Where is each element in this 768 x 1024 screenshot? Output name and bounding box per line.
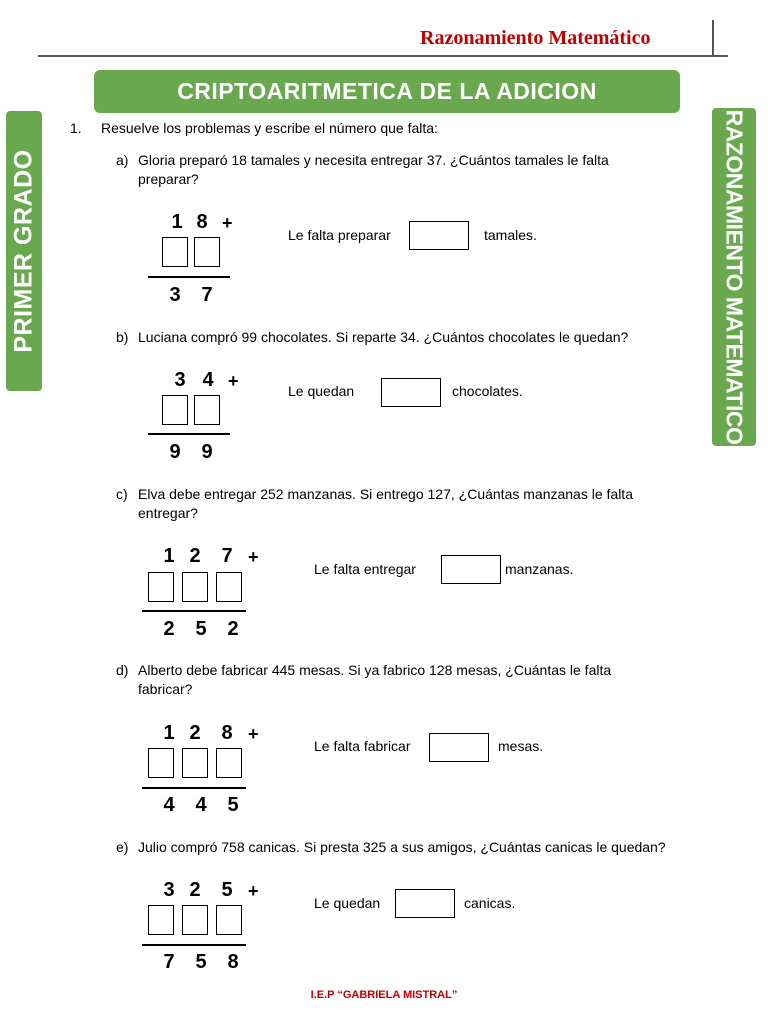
missing-digit-box[interactable] <box>182 748 208 778</box>
answer-prefix: Le quedan <box>288 383 355 399</box>
addend-digit: 8 <box>221 722 233 744</box>
answer-prefix: Le falta preparar <box>288 227 391 243</box>
addend-digit: 2 <box>189 722 201 744</box>
answer-box[interactable] <box>395 889 455 918</box>
sum-line <box>142 944 246 946</box>
addend-digit: 2 <box>189 545 201 567</box>
missing-digit-box[interactable] <box>148 572 174 602</box>
question-text: Luciana compró 99 chocolates. Si reparte 34. ¿Cuántos chocolates le quedan? <box>138 329 629 345</box>
addend-digit: 8 <box>196 211 208 233</box>
missing-digit-box[interactable] <box>162 237 188 267</box>
missing-digit-box[interactable] <box>182 905 208 935</box>
sum-digit: 9 <box>169 441 181 463</box>
missing-digit-box[interactable] <box>216 905 242 935</box>
question-e <box>116 838 716 857</box>
instruction-text: Resuelve los problemas y escribe el número que falta: <box>101 120 438 136</box>
grade-side-text: PRIMER GRADO <box>9 149 38 353</box>
sum-digit: 4 <box>163 794 175 816</box>
answer-prefix: Le quedan <box>314 895 381 911</box>
missing-digit-box[interactable] <box>216 748 242 778</box>
question-text-continued: fabricar? <box>138 681 193 697</box>
question-text: Alberto debe fabricar 445 mesas. Si ya fabrico 128 mesas, ¿Cuántas le falta <box>138 662 612 678</box>
subject-side-banner <box>712 108 756 446</box>
sum-digit: 3 <box>169 284 181 306</box>
question-label: d) <box>116 662 129 678</box>
question-a <box>116 151 716 189</box>
answer-prefix: Le falta fabricar <box>314 738 411 754</box>
answer-suffix: manzanas. <box>505 561 574 577</box>
missing-digit-box[interactable] <box>194 237 220 267</box>
question-text-continued: entregar? <box>138 505 198 521</box>
addend-digit: 1 <box>171 211 183 233</box>
sum-digit: 7 <box>163 951 175 973</box>
sum-line <box>142 787 246 789</box>
answer-box[interactable] <box>381 378 441 407</box>
sum-line <box>148 433 230 435</box>
sum-digit: 2 <box>163 618 175 640</box>
addend-digit: 4 <box>202 369 214 391</box>
question-label: c) <box>116 486 128 502</box>
sum-digit: 4 <box>195 794 207 816</box>
question-label: e) <box>116 839 129 855</box>
school-footer: I.E.P “GABRIELA MISTRAL” <box>310 989 458 1001</box>
grade-side-banner <box>6 111 42 391</box>
plus-sign: + <box>222 213 233 233</box>
worksheet-title-banner: CRIPTOARITMETICA DE LA ADICION <box>94 70 680 113</box>
header-divider <box>712 20 714 56</box>
question-d <box>116 661 716 699</box>
addend-digit: 1 <box>163 545 175 567</box>
answer-suffix: chocolates. <box>452 383 523 399</box>
answer-box[interactable] <box>441 555 501 584</box>
header-title: Razonamiento Matemático <box>420 27 651 49</box>
answer-box[interactable] <box>409 221 469 250</box>
question-b <box>116 328 716 347</box>
missing-digit-box[interactable] <box>148 905 174 935</box>
answer-suffix: canicas. <box>464 895 516 911</box>
question-label: a) <box>116 152 129 168</box>
plus-sign: + <box>248 724 259 744</box>
plus-sign: + <box>248 547 259 567</box>
question-text-continued: preparar? <box>138 171 199 187</box>
question-text: Julio compró 758 canicas. Si presta 325 a sus amigos, ¿Cuántas canicas le quedan? <box>138 839 666 855</box>
sum-digit: 9 <box>201 441 213 463</box>
question-c <box>116 485 716 523</box>
addend-digit: 3 <box>174 369 186 391</box>
answer-prefix: Le falta entregar <box>314 561 416 577</box>
sum-digit: 7 <box>201 284 213 306</box>
sum-line <box>142 610 246 612</box>
question-text: Gloria preparó 18 tamales y necesita entregar 37. ¿Cuántos tamales le falta <box>138 152 609 168</box>
answer-suffix: mesas. <box>498 738 544 754</box>
addend-digit: 5 <box>221 879 233 901</box>
sum-digit: 8 <box>227 951 239 973</box>
sum-digit: 5 <box>195 618 207 640</box>
addend-digit: 2 <box>189 879 201 901</box>
addend-digit: 3 <box>163 879 175 901</box>
question-text: Elva debe entregar 252 manzanas. Si entrego 127, ¿Cuántas manzanas le falta <box>138 486 633 502</box>
subject-side-text: RAZONAMIENTO MATEMATICO <box>721 109 748 445</box>
sum-line <box>148 276 230 278</box>
header-rule <box>38 55 728 57</box>
missing-digit-box[interactable] <box>194 395 220 425</box>
sum-digit: 2 <box>227 618 239 640</box>
missing-digit-box[interactable] <box>162 395 188 425</box>
plus-sign: + <box>248 881 259 901</box>
answer-suffix: tamales. <box>484 227 537 243</box>
sum-digit: 5 <box>195 951 207 973</box>
addend-digit: 1 <box>163 722 175 744</box>
answer-box[interactable] <box>429 733 489 762</box>
sum-digit: 5 <box>227 794 239 816</box>
missing-digit-box[interactable] <box>182 572 208 602</box>
addend-digit: 7 <box>221 545 233 567</box>
question-label: b) <box>116 329 129 345</box>
missing-digit-box[interactable] <box>216 572 242 602</box>
missing-digit-box[interactable] <box>148 748 174 778</box>
plus-sign: + <box>228 371 239 391</box>
instruction-number: 1. <box>70 120 82 136</box>
